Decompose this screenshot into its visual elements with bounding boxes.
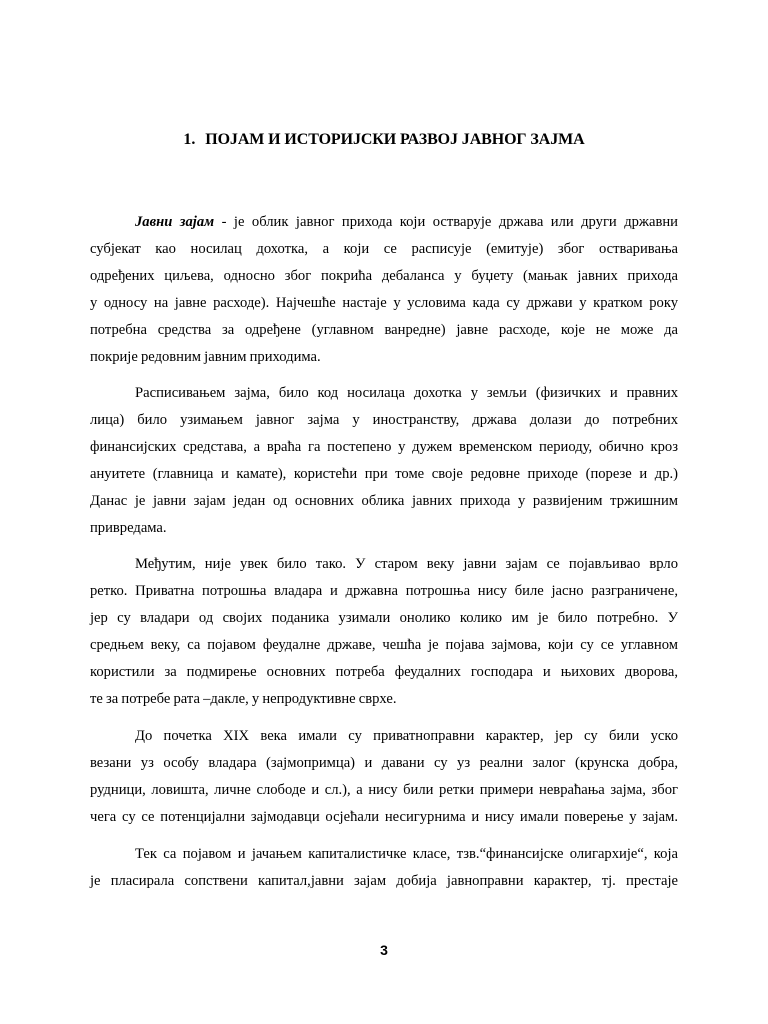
paragraph-1-line-5: потребна средства за одређене (углавном ванредне) јавне расходе, које не може да (90, 322, 678, 338)
paragraph-1-line-4: у односу на јавне расходе). Најчешће настаје у условима када су држави у кратком року (90, 295, 678, 311)
paragraph-5-line-2: је пласирала сопствени капитал,јавни зајам добија јавноправни карактер, тј. престаје (90, 873, 678, 889)
page-number: 3 (380, 942, 388, 958)
heading-number: 1. (183, 131, 196, 148)
paragraph-1-line-6: покрије редовним јавним приходима. (90, 349, 321, 365)
section-heading (0, 131, 768, 149)
paragraph-1-line-2: субјекат као носилац дохотка, а који се расписује (емитује) због остваривања (90, 241, 678, 257)
defined-term: Јавни зајам (135, 214, 215, 230)
paragraph-1-line-3: одређених циљева, односно због покрића дебаланса у буџету (мањак јавних прихода (90, 268, 678, 284)
paragraph-2-line-4: ануитете (главница и камате), користећи при томе своје редовне приходе (порезе и др.) (90, 466, 678, 482)
paragraph-3-line-2: ретко. Приватна потрошња владара и државна потрошња нису биле јасно разграничене, (90, 583, 678, 599)
paragraph-3-line-3: јер су владари од својих поданика узимали онолико колико им је било потребно. У (90, 610, 678, 626)
paragraph-3-line-1: Међутим, није увек било тако. У старом веку јавни зајам се појављивао врло (135, 556, 678, 572)
paragraph-2-line-3: финансијских средстава, а враћа га постепено у дужем временском периоду, обично кроз (90, 439, 678, 455)
paragraph-2-line-1: Расписивањем зајма, било код носилаца дохотка у земљи (физичких и правних (135, 385, 678, 401)
paragraph-4-line-2: везани уз особу владара (зајмопримца) и давани су уз реални залог (крунска добра, (90, 755, 678, 771)
paragraph-1-line-1 (135, 213, 678, 231)
paragraph-4-line-3: рудници, ловишта, личне слободе и сл.), а нису били ретки примери невраћања зајма, због (90, 782, 678, 798)
heading-title: ПОЈАМ И ИСТОРИЈСКИ РАЗВОЈ ЈАВНОГ ЗАЈМА (205, 131, 585, 148)
paragraph-4-line-1: До почетка XIX века имали су приватноправни карактер, јер су били уско (135, 728, 678, 744)
paragraph-4-line-4: чега су се потенцијални зајмодавци осјећали несигурнима и нису имали поверење у зајам. (90, 809, 678, 825)
paragraph-2-line-2: лица) било узимањем јавног зајма у иностранству, држава долази до потребних (90, 412, 678, 428)
paragraph-2-line-5: Данас је јавни зајам један од основних облика јавних прихода у развијеним тржишним (90, 493, 678, 509)
paragraph-1-line-1-text: - је облик јавног прихода који остварује држава или други државни (214, 214, 678, 230)
paragraph-5-line-1: Тек са појавом и јачањем капиталистичке класе, тзв.“финансијске олигархије“, која (135, 846, 678, 862)
paragraph-2-line-6: привредама. (90, 520, 167, 536)
paragraph-3-line-4: средњем веку, са појавом феудалне државе, чешћа је појава зајмова, који су се углавном (90, 637, 678, 653)
paragraph-3-line-6: те за потребе рата –дакле, у непродуктивне сврхе. (90, 691, 397, 707)
paragraph-3-line-5: користили за подмирење основних потреба феудалних господара и њихових дворова, (90, 664, 678, 680)
